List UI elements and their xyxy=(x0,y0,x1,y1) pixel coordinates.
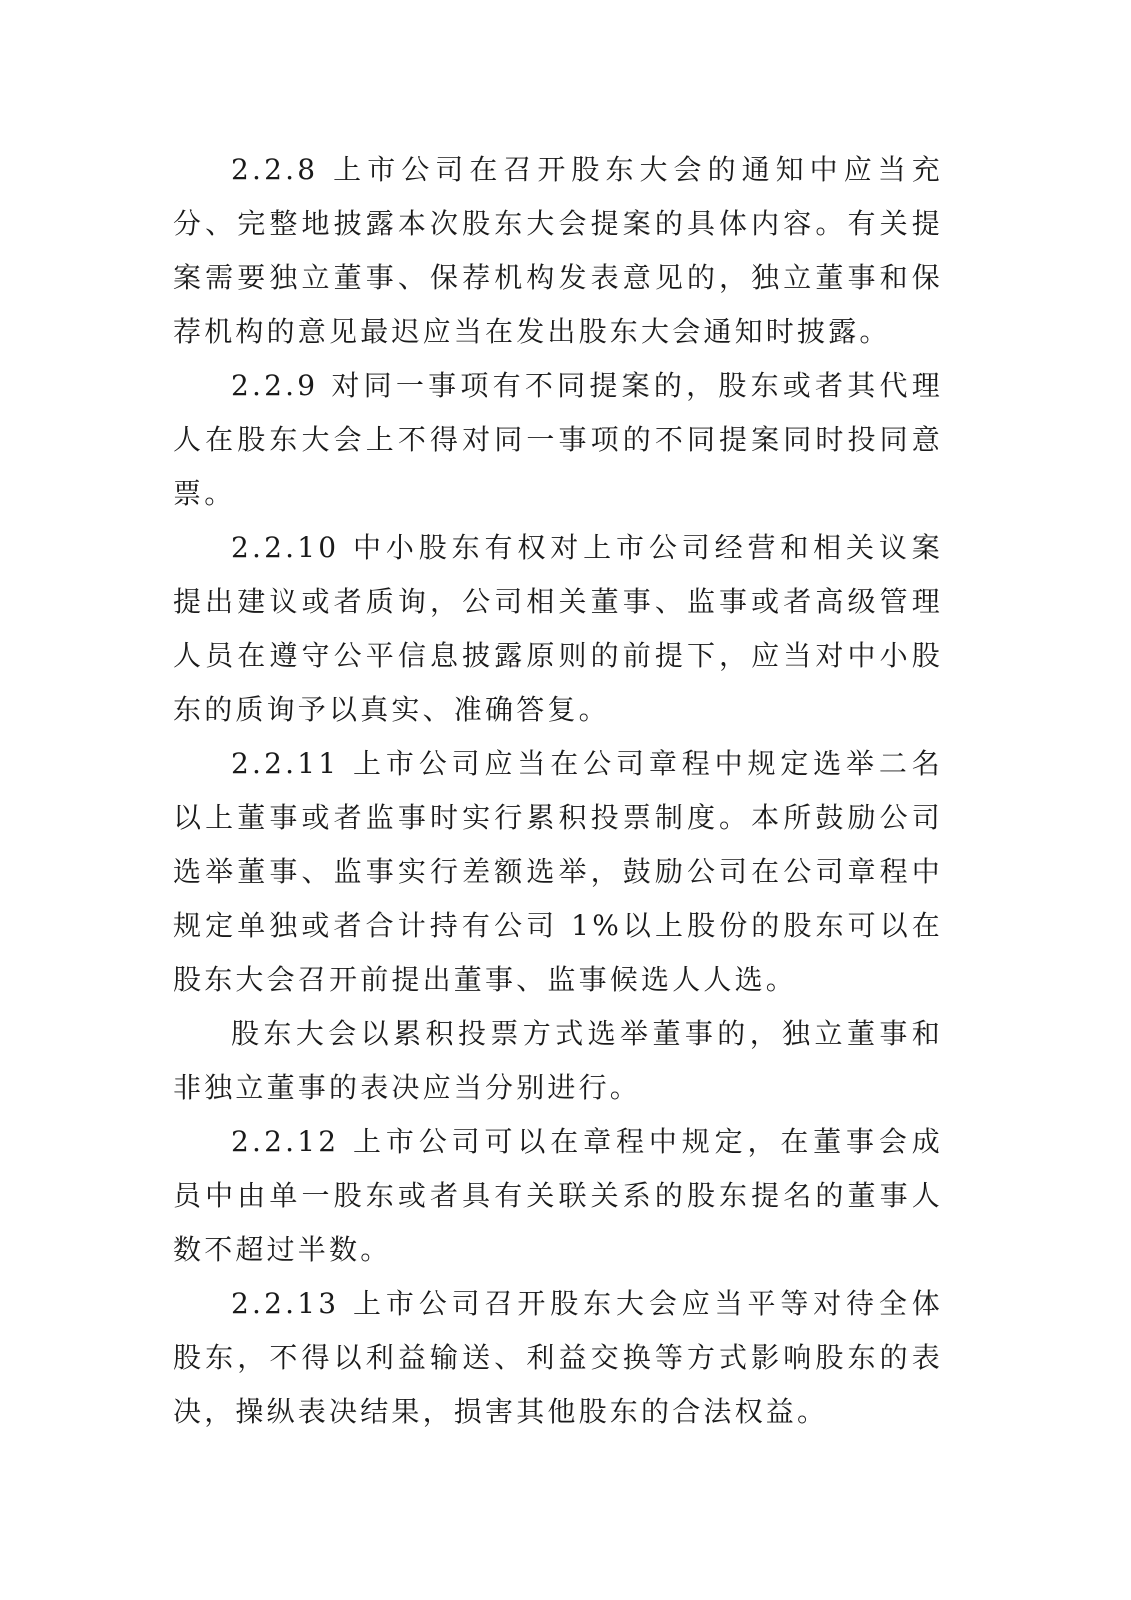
paragraph-2-2-13: 2.2.13 上市公司召开股东大会应当平等对待全体股东，不得以利益输送、利益交换等方式影响股东的表决，操纵表决结果，损害其他股东的合法权益。 xyxy=(173,1287,943,1428)
paragraph-2-2-12: 2.2.12 上市公司可以在章程中规定，在董事会成员中由单一股东或者具有关联关系的股东提名的董事人数不超过半数。 xyxy=(173,1125,943,1266)
paragraph-2-2-11: 2.2.11 上市公司应当在公司章程中规定选举二名以上董事或者监事时实行累积投票制度。本所鼓励公司选举董事、监事实行差额选举，鼓励公司在公司章程中规定单独或者合计持有公司 1%以上股份的股东可以在股东大会召开前提出董事、监事候选人人选。 xyxy=(173,747,943,996)
paragraph-2-2-8: 2.2.8 上市公司在召开股东大会的通知中应当充分、完整地披露本次股东大会提案的具体内容。有关提案需要独立董事、保荐机构发表意见的，独立董事和保荐机构的意见最迟应当在发出股东大会通知时披露。 xyxy=(173,153,943,348)
document-body xyxy=(173,143,943,1439)
paragraph-2-2-9: 2.2.9 对同一事项有不同提案的，股东或者其代理人在股东大会上不得对同一事项的不同提案同时投同意票。 xyxy=(173,369,943,510)
paragraph-cumulative-voting: 股东大会以累积投票方式选举董事的，独立董事和非独立董事的表决应当分别进行。 xyxy=(173,1017,943,1104)
paragraph-2-2-10: 2.2.10 中小股东有权对上市公司经营和相关议案提出建议或者质询，公司相关董事、监事或者高级管理人员在遵守公平信息披露原则的前提下，应当对中小股东的质询予以真实、准确答复。 xyxy=(173,531,943,726)
